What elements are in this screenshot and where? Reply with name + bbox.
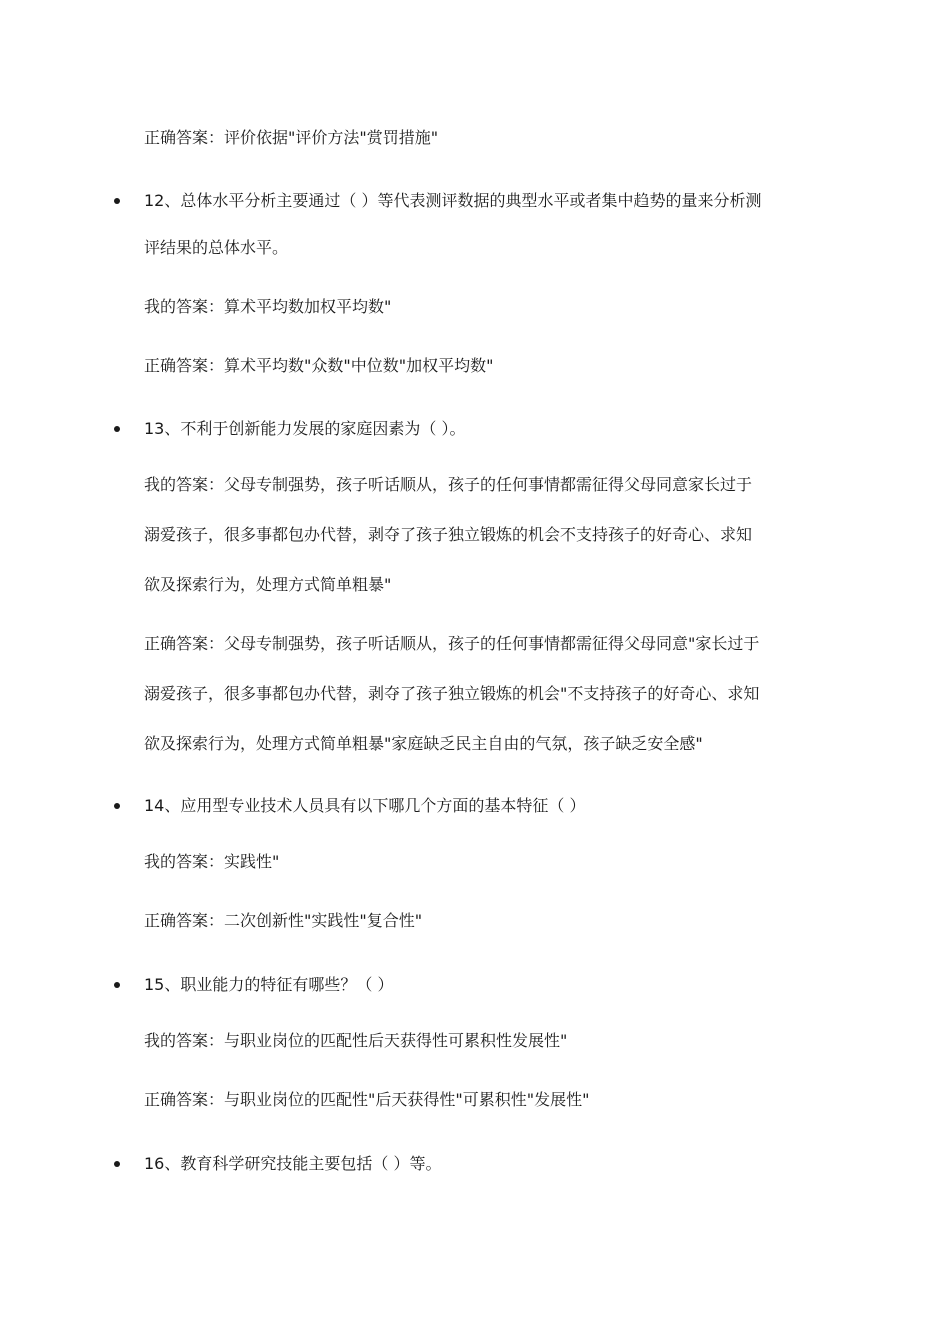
bullet-icon — [114, 982, 120, 988]
my-answer-13-line-3: 欲及探索行为，处理方式简单粗暴" — [144, 575, 392, 594]
question-12-line-2: 评结果的总体水平。 — [144, 238, 289, 257]
question-14-line-1: 14、应用型专业技术人员具有以下哪几个方面的基本特征（ ） — [144, 796, 586, 815]
correct-answer-13-line-3: 欲及探索行为，处理方式简单粗暴"家庭缺乏民主自由的气氛，孩子缺乏安全感" — [144, 734, 703, 753]
bullet-icon — [114, 426, 120, 432]
correct-answer-14: 正确答案：二次创新性"实践性"复合性" — [144, 911, 423, 930]
question-16-line-1: 16、教育科学研究技能主要包括（ ）等。 — [144, 1154, 442, 1173]
bullet-icon — [114, 198, 120, 204]
correct-answer-13-line-1: 正确答案：父母专制强势，孩子听话顺从，孩子的任何事情都需征得父母同意"家长过于 — [144, 634, 760, 653]
correct-answer-11: 正确答案：评价依据"评价方法"赏罚措施" — [144, 128, 439, 147]
my-answer-12: 我的答案：算术平均数加权平均数" — [144, 297, 392, 316]
correct-answer-15: 正确答案：与职业岗位的匹配性"后天获得性"可累积性"发展性" — [144, 1090, 590, 1109]
correct-answer-13-line-2: 溺爱孩子，很多事都包办代替，剥夺了孩子独立锻炼的机会"不支持孩子的好奇心、求知 — [144, 684, 760, 703]
question-12-line-1: 12、总体水平分析主要通过（ ）等代表测评数据的典型水平或者集中趋势的量来分析测 — [144, 191, 762, 210]
my-answer-14: 我的答案：实践性" — [144, 852, 280, 871]
my-answer-13-line-2: 溺爱孩子，很多事都包办代替，剥夺了孩子独立锻炼的机会不支持孩子的好奇心、求知 — [144, 525, 753, 544]
bullet-icon — [114, 803, 120, 809]
my-answer-15: 我的答案：与职业岗位的匹配性后天获得性可累积性发展性" — [144, 1031, 568, 1050]
correct-answer-12: 正确答案：算术平均数"众数"中位数"加权平均数" — [144, 356, 494, 375]
question-15-line-1: 15、职业能力的特征有哪些？（ ） — [144, 975, 394, 994]
question-13-line-1: 13、不利于创新能力发展的家庭因素为（ ）。 — [144, 419, 466, 438]
bullet-icon — [114, 1161, 120, 1167]
my-answer-13-line-1: 我的答案：父母专制强势，孩子听话顺从，孩子的任何事情都需征得父母同意家长过于 — [144, 475, 753, 494]
